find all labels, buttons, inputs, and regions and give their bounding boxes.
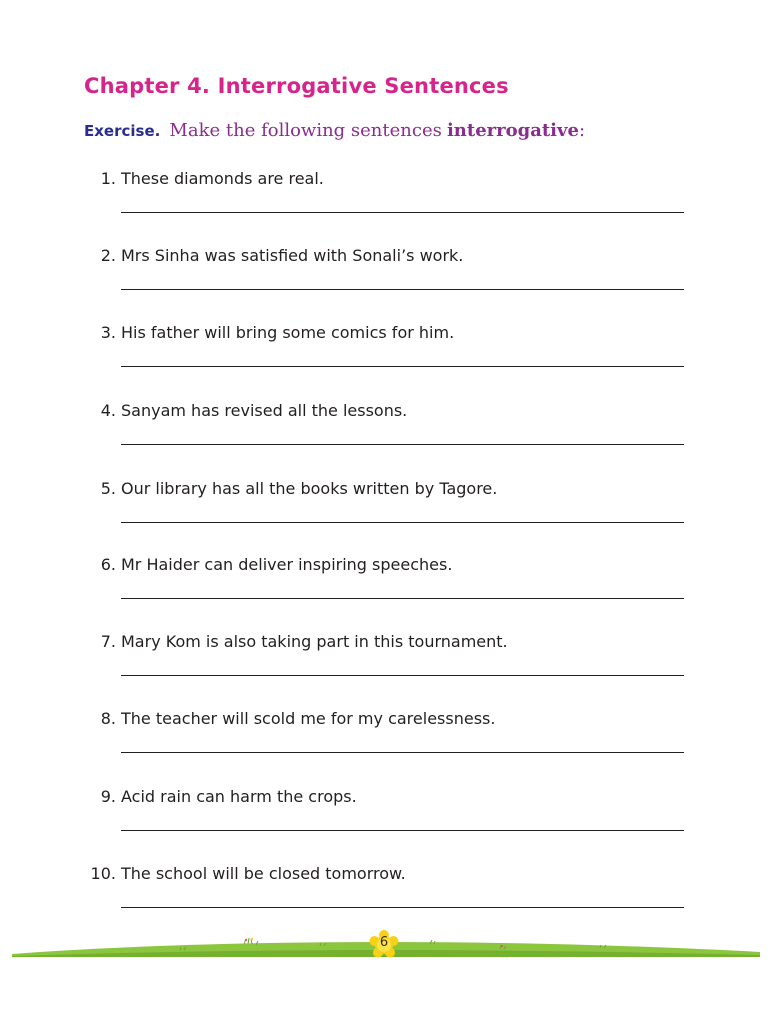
question-text: Acid rain can harm the crops. [121,787,357,806]
instruction-emphasis: interrogative [446,120,579,141]
answer-line[interactable] [121,675,684,676]
instruction-text: Make the following sentences [169,120,442,141]
exercise-instruction [84,120,585,141]
question-item [0,631,768,709]
question-text: These diamonds are real. [121,169,324,188]
question-text: His father will bring some comics for him. [121,323,455,342]
question-number: 3. [100,323,116,342]
page-number: 6 [379,935,389,950]
question-number: 5. [100,479,116,498]
question-number: 9. [100,787,116,806]
answer-line[interactable] [121,598,684,599]
question-item [0,554,768,632]
question-number: 1. [100,169,116,188]
answer-line[interactable] [121,830,684,831]
question-item [0,245,768,323]
answer-line[interactable] [121,444,684,445]
question-text: Our library has all the books written by Tagore. [121,479,498,498]
answer-line[interactable] [121,212,684,213]
question-text: Mr Haider can deliver inspiring speeches. [121,555,453,574]
answer-line[interactable] [121,289,684,290]
question-number: 4. [100,401,116,420]
question-number: 2. [100,246,116,265]
instruction-colon: : [578,120,586,141]
question-item [0,786,768,864]
question-text: The school will be closed tomorrow. [121,864,406,883]
question-text: The teacher will scold me for my carelessness. [121,709,496,728]
question-text: Sanyam has revised all the lessons. [121,401,408,420]
chapter-title: Chapter 4. Interrogative Sentences [84,74,509,98]
answer-line[interactable] [121,752,684,753]
question-item [0,478,768,556]
question-number: 6. [100,555,116,574]
question-text: Mary Kom is also taking part in this tournament. [121,632,508,651]
question-item [0,400,768,478]
exercise-label: Exercise. [84,122,161,140]
answer-line[interactable] [121,366,684,367]
question-number: 8. [100,709,116,728]
page-footer [0,930,768,966]
answer-line[interactable] [121,907,684,908]
answer-line[interactable] [121,522,684,523]
question-item [0,322,768,400]
question-text: Mrs Sinha was satisfied with Sonali’s work. [121,246,464,265]
question-item [0,708,768,786]
question-number: 7. [100,632,116,651]
question-number: 10. [90,864,116,883]
question-item [0,168,768,246]
